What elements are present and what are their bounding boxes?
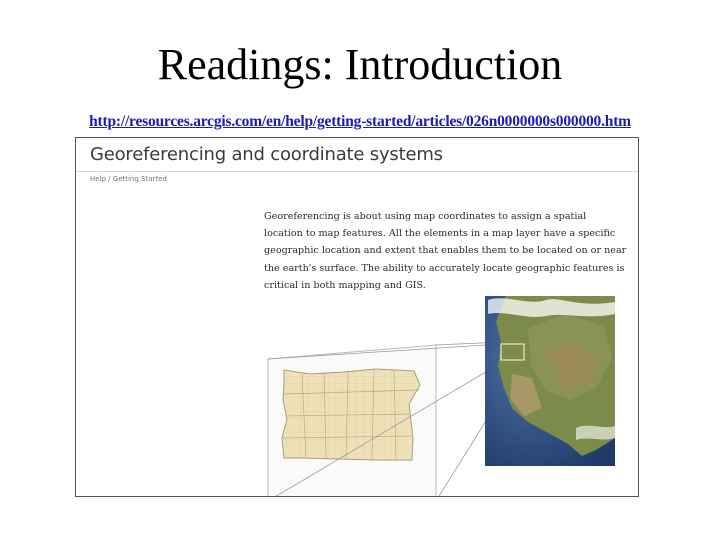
earth-image bbox=[485, 296, 615, 466]
article-link[interactable]: http://resources.arcgis.com/en/help/getting-started/articles/026n0000000s000000.htm bbox=[89, 113, 631, 130]
flat-map-panel bbox=[268, 345, 436, 496]
embedded-screenshot bbox=[75, 137, 639, 497]
georeferencing-figure bbox=[76, 138, 638, 496]
page-heading: Georeferencing and coordinate systems bbox=[90, 144, 443, 165]
intro-paragraph: Georeferencing is about using map coordinates to assign a spatial location to map features. All the elements in a map layer have a specific geographic location and extent that enables them to be located on or near the earth's surface. The ability to accurately locate geographic features is critical in both mapping and GIS. bbox=[264, 211, 627, 291]
slide-title: Readings: Introduction bbox=[157, 40, 563, 89]
breadcrumb[interactable]: Help / Getting Started bbox=[90, 175, 167, 183]
